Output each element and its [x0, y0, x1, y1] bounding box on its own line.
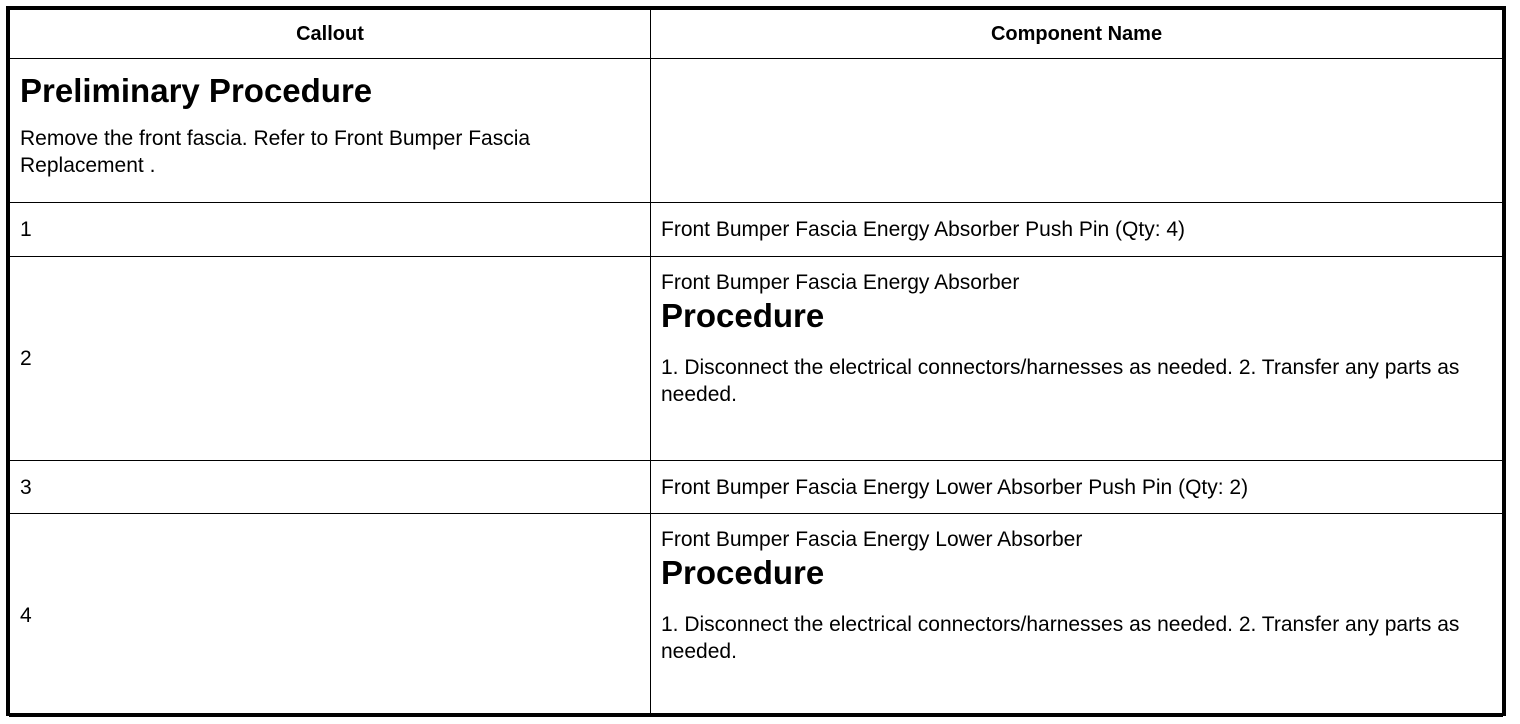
component-cell	[651, 514, 1503, 717]
component-name: Front Bumper Fascia Energy Absorber	[661, 271, 1020, 294]
preliminary-title: Preliminary Procedure	[20, 72, 373, 109]
preliminary-text: Remove the front fascia. Refer to Front Bumper Fascia Replacement .	[20, 127, 531, 177]
preliminary-cell	[10, 59, 651, 203]
table-row	[10, 203, 1503, 257]
procedure-title: Procedure	[661, 297, 825, 334]
table-row	[10, 514, 1503, 717]
preliminary-row	[10, 59, 1503, 203]
table-row	[10, 461, 1503, 514]
component-name: Front Bumper Fascia Energy Lower Absorber	[661, 528, 1083, 551]
table-row	[10, 257, 1503, 461]
callout-cell: 1	[10, 203, 651, 257]
procedure-text: 1. Disconnect the electrical connectors/harnesses as needed. 2. Transfer any parts as needed.	[661, 356, 1460, 406]
component-cell: Front Bumper Fascia Energy Absorber Push Pin (Qty: 4)	[651, 203, 1503, 257]
callout-cell: 4	[10, 514, 651, 717]
component-table	[6, 6, 1506, 716]
component-cell	[651, 257, 1503, 461]
callout-cell: 2	[10, 257, 651, 461]
procedure-text: 1. Disconnect the electrical connectors/harnesses as needed. 2. Transfer any parts as needed.	[661, 613, 1460, 663]
table-header-row	[10, 10, 1503, 59]
preliminary-empty-cell	[651, 59, 1503, 203]
component-cell: Front Bumper Fascia Energy Lower Absorber Push Pin (Qty: 2)	[651, 461, 1503, 514]
procedure-title: Procedure	[661, 554, 825, 591]
header-callout: Callout	[10, 10, 651, 59]
callout-cell: 3	[10, 461, 651, 514]
callout-table	[9, 9, 1503, 717]
header-component-name: Component Name	[651, 10, 1503, 59]
